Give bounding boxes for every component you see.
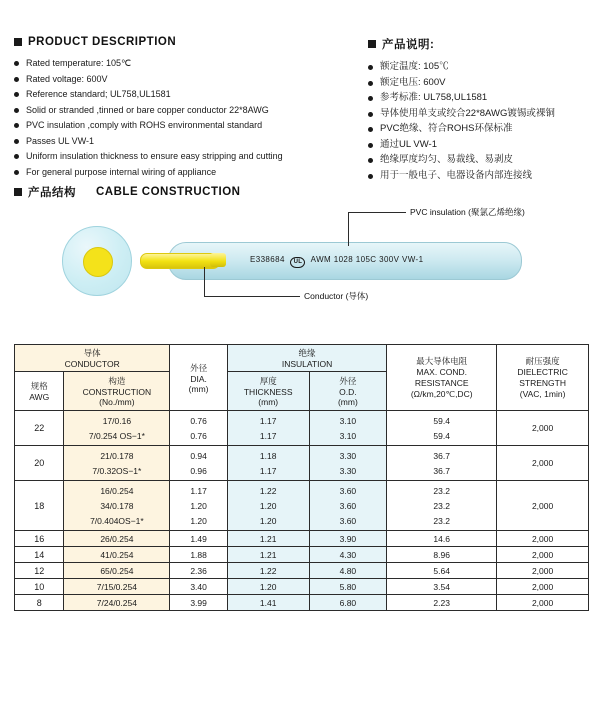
cell-dia [170,446,228,481]
header-od [309,372,387,411]
sub-value: 3.30 [339,450,357,461]
header-resistance-en2: RESISTANCE [414,377,469,388]
list-item: 通过UL VW-1 [368,139,598,151]
print-code: E338684 [250,255,285,264]
table-row [15,446,589,481]
cell-od [309,481,387,531]
sub-value: 0.96 [190,465,207,476]
square-bullet-icon [368,40,376,48]
cell-od: 5.80 [309,579,387,595]
sub-value: 23.2 [433,500,450,511]
sub-value: 23.2 [433,485,450,496]
sub-value: 7/0.254 OS−1* [88,430,145,441]
header-conductor-cn: 导体 [83,348,101,358]
sub-value: 59.4 [433,430,450,441]
cell-od: 4.30 [309,547,387,563]
header-thickness-unit: (mm) [258,397,279,407]
square-bullet-icon [14,188,22,196]
sub-value: 1.20 [190,500,207,511]
table-row [15,411,589,446]
header-resistance-unit: (Ω/km,20℃,DC) [410,388,473,399]
cell-dielectric: 2,000 [497,531,589,547]
list-item: PVC绝缘、符合ROHS环保标准 [368,123,598,135]
cable-construction-en-title: CABLE CONSTRUCTION [96,186,241,198]
cell-resistance: 3.54 [387,579,497,595]
header-resistance [387,345,497,411]
list-item: 绝缘厚度均匀、易裁线、易剥皮 [368,154,598,166]
cell-resistance: 8.96 [387,547,497,563]
cell-resistance: 14.6 [387,531,497,547]
sub-value: 1.20 [259,500,277,511]
list-item: Rated temperature: 105℃ [14,57,344,69]
sub-value: 1.17 [259,415,277,426]
header-resistance-en1: MAX. COND. [416,366,467,377]
cell-thickness [227,411,309,446]
list-item: 参考标准: UL758,UL1581 [368,92,598,104]
header-thickness-en: THICKNESS [243,387,293,397]
cell-awg: 10 [15,579,64,595]
sub-value: 34/0.178 [100,500,134,511]
list-item: 用于一般电子、电器设备内部连接线 [368,170,598,182]
list-item: 额定温度: 105℃ [368,61,598,73]
cell-thickness: 1.21 [227,547,309,563]
sub-value: 1.17 [259,465,277,476]
cell-thickness: 1.22 [227,563,309,579]
cell-awg: 8 [15,595,64,611]
conductor-core-circle [83,247,113,277]
header-od-cn: 外径 [339,376,357,386]
cable-diagram [0,202,603,322]
sub-value: 1.17 [190,485,207,496]
conductor-leader-line-horizontal [204,296,300,297]
cell-awg: 16 [15,531,64,547]
sub-value: 0.76 [190,415,207,426]
cell-thickness: 1.21 [227,531,309,547]
list-item: For general purpose internal wiring of appliance [14,166,344,178]
cell-resistance: 2.23 [387,595,497,611]
header-dia-cn: 外径 [190,362,208,373]
sub-value: 1.17 [259,430,277,441]
square-bullet-icon [14,38,22,46]
table-row [15,481,589,531]
sub-value: 3.30 [339,465,357,476]
cell-dia: 1.49 [170,531,228,547]
header-dielectric-en1: DIELECTRIC [517,366,568,377]
sub-value: 3.60 [339,485,357,496]
conductor-strand [140,253,220,269]
ul-logo-icon: UL [290,257,305,268]
list-item: PVC insulation ,comply with ROHS environmental standard [14,119,344,131]
cell-awg: 12 [15,563,64,579]
sub-value: 23.2 [433,515,450,526]
product-description-en-heading [14,36,344,48]
cell-thickness [227,446,309,481]
cell-od: 3.90 [309,531,387,547]
header-thickness [227,372,309,411]
sub-value: 36.7 [433,450,450,461]
list-item: Reference standard; UL758,UL1581 [14,88,344,100]
table-row [15,531,589,547]
sub-value: 36.7 [433,465,450,476]
product-description-cn-title: 产品说明: [382,39,435,51]
sub-value: 16/0.254 [100,485,134,496]
list-item: 额定电压: 600V [368,77,598,89]
list-item: Uniform insulation thickness to ensure easy stripping and cutting [14,150,344,162]
header-resistance-cn: 最大导体电阻 [416,355,468,366]
cell-construction: 65/0.254 [64,563,170,579]
cell-construction: 41/0.254 [64,547,170,563]
cell-od [309,411,387,446]
sub-value: 0.94 [190,450,207,461]
sub-value: 0.76 [190,430,207,441]
product-description-cn-heading [368,36,598,52]
header-dia-unit: (mm) [188,383,209,394]
header-conductor-group [15,345,170,372]
cell-resistance [387,446,497,481]
header-construction [64,372,170,411]
cell-thickness [227,481,309,531]
conductor-strand-tip [210,253,226,267]
header-awg [15,372,64,411]
pvc-insulation-label: PVC insulation (聚氯乙烯绝缘) [410,207,525,217]
cell-awg: 18 [15,481,64,531]
list-item: Solid or stranded ,tinned or bare copper conductor 22*8AWG [14,104,344,116]
cell-thickness: 1.41 [227,595,309,611]
conductor-leader-line-vertical [204,267,205,297]
cell-construction [64,481,170,531]
list-item: Rated voltage: 600V [14,73,344,85]
cell-od: 6.80 [309,595,387,611]
cell-dielectric: 2,000 [497,411,589,446]
sub-value: 7/0.404OS−1* [90,515,144,526]
header-construction-cn: 构造 [108,376,126,386]
specification-table [14,344,589,611]
list-item: 导体使用单支或绞合22*8AWG镀锡或裸铜 [368,108,598,120]
header-conductor-en: CONDUCTOR [64,359,120,369]
sub-value: 7/0.32OS−1* [92,465,142,476]
header-construction-en: CONSTRUCTION [82,387,152,397]
cell-thickness: 1.20 [227,579,309,595]
cell-resistance [387,411,497,446]
cell-dielectric: 2,000 [497,446,589,481]
cable-cross-section [62,226,132,296]
header-od-unit: (mm) [337,397,358,407]
description-cn-list [368,61,598,182]
table-row [15,579,589,595]
cell-resistance: 5.64 [387,563,497,579]
product-description-en-title: PRODUCT DESCRIPTION [28,36,177,48]
conductor-label: Conductor (导体) [304,291,369,301]
print-spec: AWM 1028 105C 300V VW-1 [310,255,424,264]
cell-resistance [387,481,497,531]
cell-dia: 1.88 [170,547,228,563]
cell-awg: 20 [15,446,64,481]
cell-construction: 26/0.254 [64,531,170,547]
sub-value: 3.10 [339,415,357,426]
list-item: Passes UL VW-1 [14,135,344,147]
table-header-row-group [15,345,589,372]
header-dielectric-unit: (VAC, 1min) [519,388,566,399]
header-insulation-group [227,345,386,372]
table-row [15,547,589,563]
cell-dia: 3.40 [170,579,228,595]
header-awg-en: AWG [29,392,50,402]
cell-dielectric: 2,000 [497,547,589,563]
table-row [15,595,589,611]
sub-value: 1.22 [259,485,277,496]
header-od-en: O.D. [339,387,357,397]
header-dia-en: DIA. [190,373,207,384]
cell-construction [64,446,170,481]
sub-value: 3.10 [339,430,357,441]
cable-print-legend [250,255,423,267]
sub-value: 3.60 [339,500,357,511]
sub-value: 59.4 [433,415,450,426]
product-description-en-block [14,36,344,181]
cell-construction: 7/15/0.254 [64,579,170,595]
cell-dia [170,481,228,531]
cell-dielectric: 2,000 [497,563,589,579]
sub-value: 21/0.178 [100,450,134,461]
cell-dia [170,411,228,446]
header-awg-cn: 规格 [30,381,48,391]
cell-construction [64,411,170,446]
cell-dielectric: 2,000 [497,595,589,611]
cell-dia: 2.36 [170,563,228,579]
cable-construction-heading [14,184,240,200]
cell-awg: 14 [15,547,64,563]
header-dielectric-cn: 耐压强度 [525,355,560,366]
cell-od: 4.80 [309,563,387,579]
header-insulation-cn: 绝缘 [298,348,316,358]
table-row [15,563,589,579]
sub-value: 17/0.16 [102,415,132,426]
header-thickness-cn: 厚度 [259,376,277,386]
sub-value: 1.18 [259,450,277,461]
sub-value: 1.20 [259,515,277,526]
cell-dia: 3.99 [170,595,228,611]
cable-construction-cn-title: 产品结构 [28,187,76,199]
header-dielectric [497,345,589,411]
sub-value: 3.60 [339,515,357,526]
pvc-leader-line-vertical [348,212,349,246]
cell-construction: 7/24/0.254 [64,595,170,611]
product-description-cn-block [368,36,598,185]
header-insulation-en: INSULATION [281,359,333,369]
sub-value: 1.20 [190,515,207,526]
cell-dielectric: 2,000 [497,481,589,531]
cell-dielectric: 2,000 [497,579,589,595]
description-en-list [14,57,344,178]
pvc-leader-line-horizontal [348,212,406,213]
header-construction-unit: (No./mm) [99,397,135,407]
cell-od [309,446,387,481]
header-dielectric-en2: STRENGTH [519,377,566,388]
header-dia [170,345,228,411]
cell-awg: 22 [15,411,64,446]
